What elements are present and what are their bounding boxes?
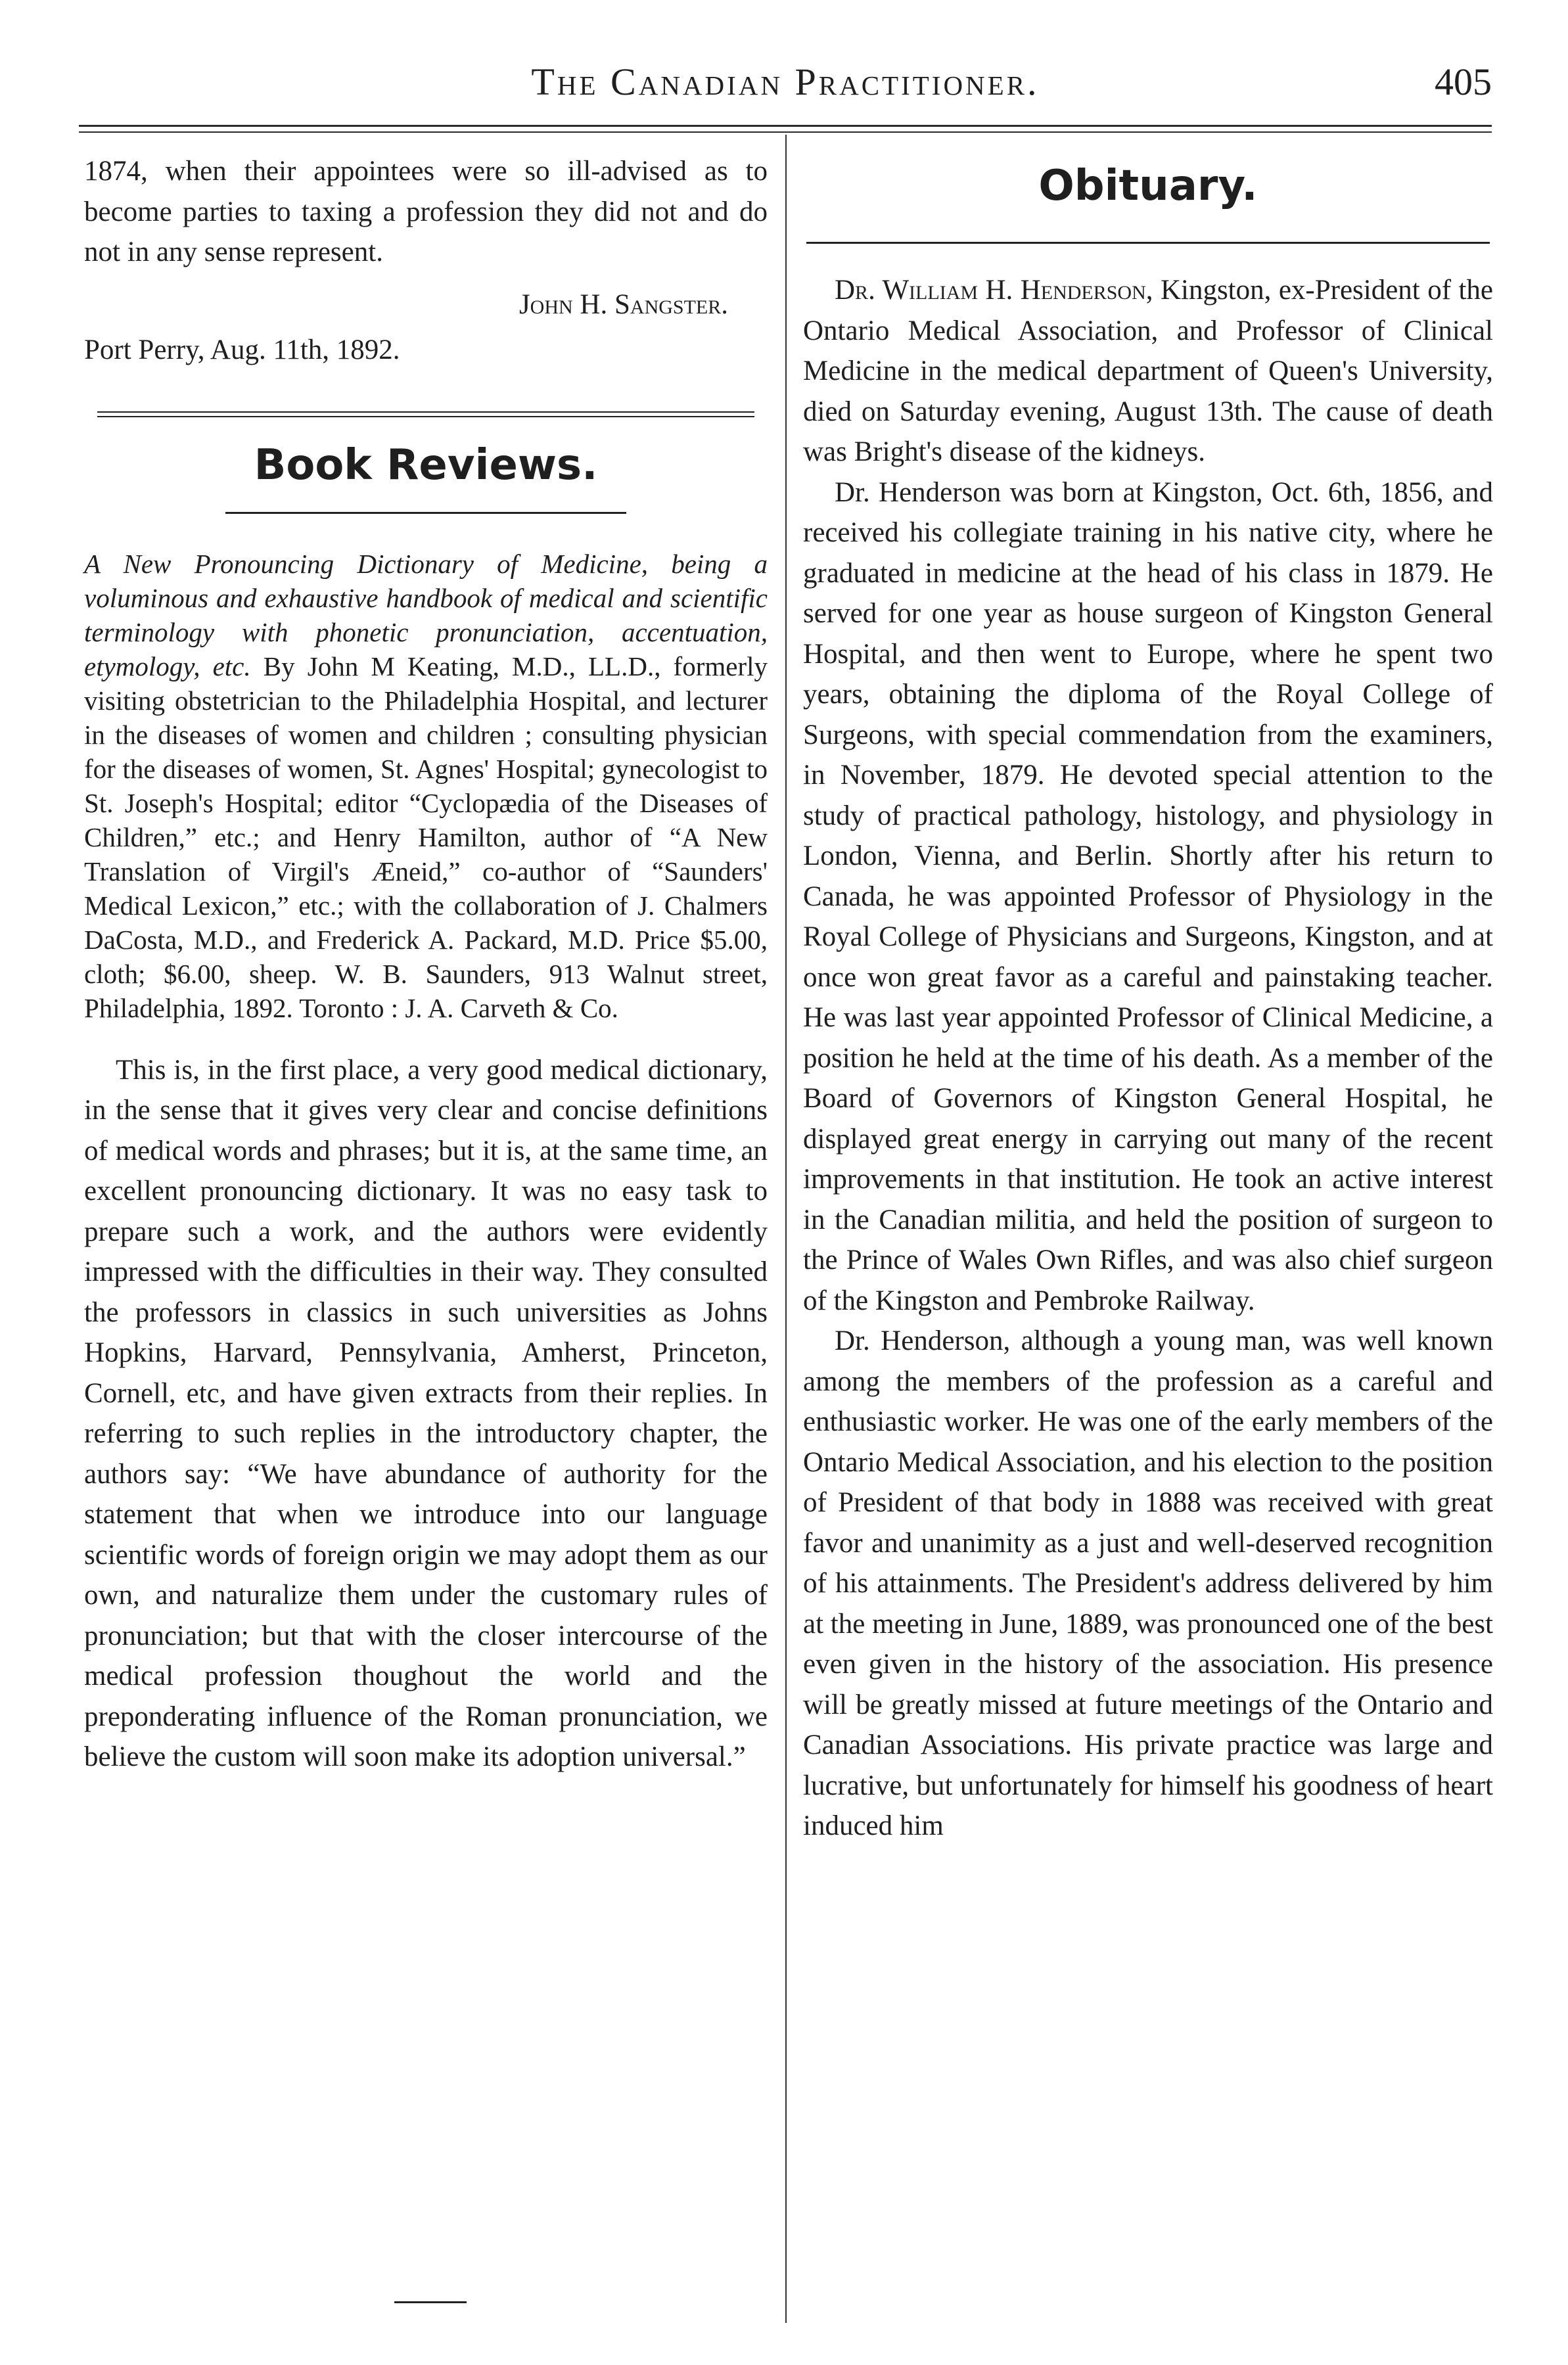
obituary-paragraph-2: Dr. Henderson was born at Kingston, Oct. 6th, 1856, and received his collegiate training in his native city, where he graduated in medicine at the head of his class in 1879. He served for one year as house surgeon of Kingston General Hospital, and then went to Europe, where he spent two years, obtaining the diploma of the Royal College of Surgeons, with special commendation from the examiners, in November, 1879. He devoted special attention to the study of practical pathology, histology, and physiology in London, Vienna, and Berlin. Shortly after his return to Canada, he was appointed Professor of Physiology in the Royal College of Physicians and Surgeons, Kingston, and at once won great favor as a careful and painstaking teacher. He was last year appointed Professor of Clinical Medicine, a position he held at the time of his death. As a member of the Board of Governors of Kingston General Hospital, he displayed great energy in carrying out many of the recent improvements in that institution. He took an active interest in the Canadian militia, and held the position of surgeon to the Prince of Wales Own Rifles, and was also chief surgeon of the Kingston and Pembroke Railway. (803, 476, 1493, 1316)
column-separator (785, 135, 787, 2323)
header-rule-secondary (79, 131, 1492, 133)
letter-signature: John H. Sangster. (519, 288, 728, 320)
header-rule (79, 125, 1492, 127)
letter-dateline: Port Perry, Aug. 11th, 1892. (84, 334, 400, 365)
review-book-details: By John M Keating, M.D., LL.D., formerly visiting obstetrician to the Philadelphia Hospital, and lecturer in the diseases of women and children ; consulting physician for the diseases of women, St. Agnes' Hospital; gynecologist to St. Joseph's Hospital; editor “Cyclopædia of the Diseases of Children,” etc.; and Henry Hamilton, author of “A New Translation of Virgil's Æneid,” co-author of “Saunders' Medical Lexicon,” etc.; with the collaboration of J. Chalmers DaCosta, M.D., and Frederick A. Packard, M.D. Price $5.00, cloth; $6.00, sheep. W. B. Saunders, 913 Walnut street, Philadelphia, 1892. Toronto : J. A. Carveth & Co. (84, 651, 768, 1023)
page-number: 405 (1435, 60, 1492, 103)
review-body: This is, in the first place, a very good medical dictionary, in the sense that it gives very clear and concise definitions of medical words and phrases; but it is, at the same time, an excellent pronouncing dictionary. It was no easy task to prepare such a work, and the authors were evidently impressed with the difficulties in their way. They consulted the professors in classics in such universities as Johns Hopkins, Harvard, Pennsylvania, Amherst, Princeton, Cornell, etc, and have given extracts from their replies. In referring to such replies in the introductory chapter, the authors say: “We have abundance of authority for the statement that when we introduce into our language scientific words of foreign origin we may adopt them as our own, and naturalize them under the customary rules of pronunciation; but that with the closer intercourse of the medical profession thoughout the world and the preponderating influence of the Roman pronunciation, we believe the custom will soon make its adoption universal.” (84, 1054, 768, 1772)
section-divider (97, 411, 754, 417)
left-column (84, 151, 768, 1778)
journal-title: The Canadian Practitioner. (531, 60, 1040, 103)
section-heading-book-reviews: Book Reviews. (254, 440, 598, 490)
obituary-paragraph-3: Dr. Henderson, although a young man, was well known among the members of the profession as a careful and enthusiastic worker. He was one of the early members of the Ontario Medical Association, and his election to the position of President of that body in 1888 was received with great favor and unanimity as a just and well-deserved recognition of his attainments. The President's address delivered by him at the meeting in June, 1889, was pronounced one of the best even given in the history of the association. His presence will be greatly missed at future meetings of the Ontario and Canadian Associations. His private practice was large and lucrative, but unfortunately for himself his goodness of heart induced him (803, 1325, 1493, 1841)
letter-tail: 1874, when their appointees were so ill-advised as to become parties to taxing a profession they did not and do not in any sense represent. (84, 156, 768, 267)
obituary-paragraph-1-text: Kingston, ex-President of the Ontario Medical Association, and Professor of Clinical Medicine in the medical department of Queen's University, died on Saturday evening, August 13th. The cause of death was Bright's disease of the kidneys. (803, 275, 1493, 467)
running-head (79, 53, 1492, 112)
obituary-paragraph-1 (803, 270, 1493, 472)
review-citation (84, 547, 768, 1025)
review-book-title: A New Pronouncing Dictionary of Medicine, being a voluminous and exhaustive handbook of medical and scientific terminology with phonetic pronunciation, accentuation, etymology, etc. (84, 548, 768, 681)
end-rule (394, 2301, 467, 2303)
obituary-lead-name: Dr. William H. Henderson, (835, 275, 1153, 306)
right-column (803, 151, 1493, 1847)
section-heading-obituary: Obituary. (1038, 162, 1258, 210)
